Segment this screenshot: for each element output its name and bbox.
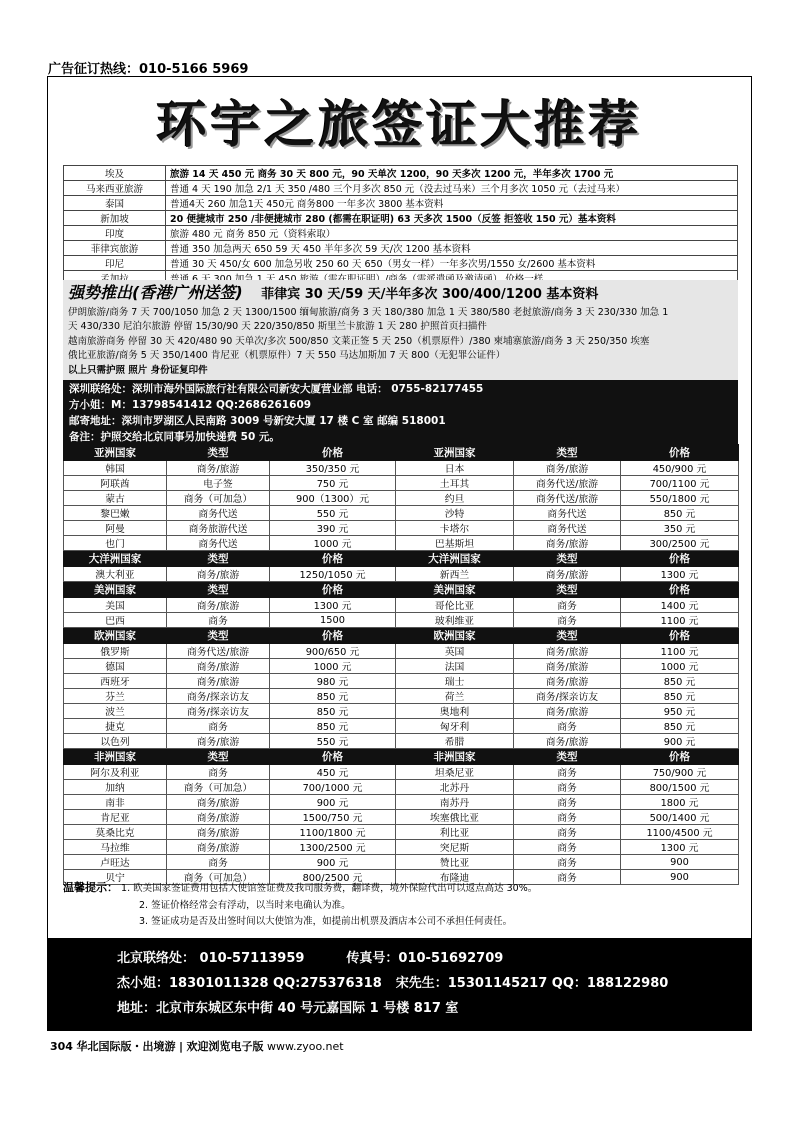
visa-info: 普通4天 260 加急1天 450元 商务800 一年多次 3800 基本资料 (166, 196, 738, 211)
country-cell: 以色列 (64, 734, 167, 749)
price-cell: 900 元 (621, 734, 739, 749)
visa-row (64, 196, 738, 211)
price-row (64, 840, 739, 855)
promo-line: 天 430/330 尼泊尔旅游 停留 15/30/90 天 220/350/850 斯里兰卡旅游 1 天 280 护照首页扫描件 (68, 321, 487, 333)
tips (63, 880, 743, 931)
type-header: 类型 (514, 582, 621, 598)
beijing-contact (47, 938, 752, 1031)
country-cell: 贝宁 (64, 870, 167, 885)
price-cell: 1100 元 (621, 644, 739, 659)
price-cell: 900/650 元 (270, 644, 396, 659)
country-cell: 南非 (64, 795, 167, 810)
price-header: 价格 (621, 628, 739, 644)
country-cell: 新西兰 (396, 567, 514, 582)
region-name: 亚洲国家 (64, 445, 167, 461)
price-cell: 1000 元 (270, 659, 396, 674)
region-header (64, 551, 739, 567)
type-cell: 商务/旅游 (167, 598, 270, 613)
type-header: 类型 (167, 749, 270, 765)
price-cell: 900（1300）元 (270, 491, 396, 506)
price-cell: 350/350 元 (270, 461, 396, 476)
type-cell: 商务/旅游 (514, 567, 621, 582)
type-header: 类型 (514, 749, 621, 765)
price-header: 价格 (621, 582, 739, 598)
region-header (64, 749, 739, 765)
price-row (64, 765, 739, 780)
type-cell: 商务 (514, 719, 621, 734)
country-cell: 蒙古 (64, 491, 167, 506)
type-cell: 商务代送 (514, 521, 621, 536)
price-row (64, 734, 739, 749)
region-name: 大洋洲国家 (64, 551, 167, 567)
price-cell: 750/900 元 (621, 765, 739, 780)
visa-info: 普通 30 天 450/女 600 加急另收 250 60 天 650（男女一样）一年多次男/1550 女/2600 基本资料 (166, 256, 738, 271)
price-cell: 800/1500 元 (621, 780, 739, 795)
ad-hotline: 广告征订热线：010-5166 5969 (48, 62, 249, 77)
price-row (64, 506, 739, 521)
country-cell: 瑞士 (396, 674, 514, 689)
country-cell: 突尼斯 (396, 840, 514, 855)
website-link[interactable]: www.zyoo.net (267, 1040, 344, 1053)
country-cell: 俄罗斯 (64, 644, 167, 659)
visa-info: 普通 4 天 190 加急 2/1 天 350 /480 三个月多次 850 元（没去过马来）三个月多次 1050 元（去过马来） (166, 181, 738, 196)
banner-text: 环宇之旅签证大推荐 (156, 96, 643, 154)
country-cell: 阿尔及利亚 (64, 765, 167, 780)
publication-name: 华北国际版・出境游 (76, 1040, 176, 1053)
price-header: 价格 (270, 551, 396, 567)
type-cell: 商务/旅游 (167, 810, 270, 825)
country-cell: 土耳其 (396, 476, 514, 491)
type-cell: 商务旅游代送 (167, 521, 270, 536)
price-cell: 1800 元 (621, 795, 739, 810)
price-cell: 1300/2500 元 (270, 840, 396, 855)
price-header: 价格 (270, 445, 396, 461)
type-cell: 商务代送/旅游 (167, 644, 270, 659)
country-cell: 埃塞俄比亚 (396, 810, 514, 825)
price-row (64, 795, 739, 810)
price-row (64, 644, 739, 659)
price-cell: 450/900 元 (621, 461, 739, 476)
country-cell: 玻利维亚 (396, 613, 514, 628)
price-row (64, 825, 739, 840)
region-name: 大洋洲国家 (396, 551, 514, 567)
country-cell: 韩国 (64, 461, 167, 476)
price-cell: 750 元 (270, 476, 396, 491)
visa-row (64, 226, 738, 241)
type-header: 类型 (167, 445, 270, 461)
price-cell: 700/1000 元 (270, 780, 396, 795)
type-cell: 商务 (514, 598, 621, 613)
type-cell: 商务/探亲访友 (514, 689, 621, 704)
country-cell: 捷克 (64, 719, 167, 734)
country-cell: 西班牙 (64, 674, 167, 689)
type-cell: 电子签 (167, 476, 270, 491)
price-row (64, 491, 739, 506)
price-cell: 1400 元 (621, 598, 739, 613)
type-cell: 商务/旅游 (514, 644, 621, 659)
type-cell: 商务 (514, 825, 621, 840)
country-cell: 沙特 (396, 506, 514, 521)
visa-country: 菲律宾旅游 (64, 241, 166, 256)
type-cell: 商务/旅游 (167, 734, 270, 749)
country-cell: 澳大利亚 (64, 567, 167, 582)
type-cell: 商务 (167, 719, 270, 734)
price-cell: 1500 (270, 613, 396, 628)
price-cell: 850 元 (270, 704, 396, 719)
visa-row (64, 241, 738, 256)
country-cell: 卡塔尔 (396, 521, 514, 536)
type-cell: 商务代送 (167, 506, 270, 521)
price-cell: 900 (621, 855, 739, 870)
visa-row (64, 181, 738, 196)
type-cell: 商务 (514, 840, 621, 855)
price-cell: 700/1100 元 (621, 476, 739, 491)
country-cell: 卢旺达 (64, 855, 167, 870)
type-cell: 商务/旅游 (514, 461, 621, 476)
price-cell: 980 元 (270, 674, 396, 689)
price-cell: 390 元 (270, 521, 396, 536)
type-cell: 商务/旅游 (514, 704, 621, 719)
price-cell: 500/1400 元 (621, 810, 739, 825)
price-row (64, 855, 739, 870)
price-header: 价格 (621, 551, 739, 567)
type-cell: 商务 (514, 870, 621, 885)
country-cell: 利比亚 (396, 825, 514, 840)
tip-item: 1. 欧美国家签证费用包括大使馆签证费及我司服务费，翻译费，境外保险代出可以返点高达 30%。 (121, 883, 538, 894)
price-row (64, 689, 739, 704)
country-cell: 芬兰 (64, 689, 167, 704)
price-cell: 1250/1050 元 (270, 567, 396, 582)
country-cell: 德国 (64, 659, 167, 674)
type-header: 类型 (167, 628, 270, 644)
page-number: 304 (50, 1040, 73, 1053)
type-cell: 商务/旅游 (167, 567, 270, 582)
price-cell: 1300 元 (621, 567, 739, 582)
country-cell: 匈牙利 (396, 719, 514, 734)
type-cell: 商务（可加急） (167, 870, 270, 885)
type-cell: 商务/旅游 (167, 840, 270, 855)
price-cell: 900 元 (270, 795, 396, 810)
price-header: 价格 (621, 445, 739, 461)
price-cell: 850 元 (621, 506, 739, 521)
country-cell: 赞比亚 (396, 855, 514, 870)
shenzhen-remark: 备注：护照交给北京同事另加快递费 50 元。 (69, 431, 280, 443)
price-cell: 1300 元 (270, 598, 396, 613)
visa-info: 旅游 480 元 商务 850 元（资料索取） (166, 226, 738, 241)
type-cell: 商务/旅游 (167, 659, 270, 674)
type-cell: 商务/旅游 (167, 461, 270, 476)
country-cell: 肯尼亚 (64, 810, 167, 825)
visa-row (64, 211, 738, 226)
type-cell: 商务/旅游 (514, 536, 621, 551)
country-cell: 北苏丹 (396, 780, 514, 795)
visa-country: 埃及 (64, 166, 166, 181)
country-cell: 巴西 (64, 613, 167, 628)
country-cell: 荷兰 (396, 689, 514, 704)
price-row (64, 598, 739, 613)
price-header: 价格 (270, 628, 396, 644)
region-name: 非洲国家 (64, 749, 167, 765)
country-cell: 英国 (396, 644, 514, 659)
type-cell: 商务 (514, 795, 621, 810)
type-cell: 商务/旅游 (167, 825, 270, 840)
price-header: 价格 (270, 749, 396, 765)
visa-country: 印度 (64, 226, 166, 241)
region-name: 美洲国家 (64, 582, 167, 598)
type-cell: 商务代送/旅游 (514, 476, 621, 491)
price-row (64, 719, 739, 734)
type-cell: 商务/旅游 (514, 734, 621, 749)
type-cell: 商务 (514, 765, 621, 780)
type-header: 类型 (514, 551, 621, 567)
country-cell: 哥伦比亚 (396, 598, 514, 613)
type-cell: 商务 (514, 780, 621, 795)
tip-item: 2. 签证价格经常会有浮动，以当时来电确认为准。 (139, 899, 351, 911)
country-cell: 美国 (64, 598, 167, 613)
type-cell: 商务代送 (167, 536, 270, 551)
price-row (64, 536, 739, 551)
type-cell: 商务 (167, 613, 270, 628)
promo-headline-text: 菲律宾 30 天/59 天/半年多次 300/400/1200 基本资料 (261, 287, 599, 302)
promo-headline (68, 282, 733, 306)
country-cell: 日本 (396, 461, 514, 476)
price-cell: 550 元 (270, 506, 396, 521)
price-cell: 900 元 (270, 855, 396, 870)
price-header: 价格 (270, 582, 396, 598)
beijing-contact-2: 宋先生：15301145217 QQ：188122980 (395, 976, 669, 991)
type-cell: 商务代送 (514, 506, 621, 521)
beijing-address: 地址：北京市东城区东中街 40 号元嘉国际 1 号楼 817 室 (117, 1001, 459, 1016)
price-row (64, 521, 739, 536)
price-cell: 1500/750 元 (270, 810, 396, 825)
type-cell: 商务代送/旅游 (514, 491, 621, 506)
page-footer (50, 1038, 344, 1054)
beijing-office: 北京联络处： 010-57113959 (117, 951, 305, 966)
type-cell: 商务（可加急） (167, 491, 270, 506)
country-cell: 巴基斯坦 (396, 536, 514, 551)
type-header: 类型 (514, 628, 621, 644)
visa-country: 印尼 (64, 256, 166, 271)
promo-note: 以上只需护照 照片 身份证复印件 (68, 364, 208, 376)
price-cell: 850 元 (621, 674, 739, 689)
price-cell: 1100/4500 元 (621, 825, 739, 840)
visa-country: 新加坡 (64, 211, 166, 226)
region-header (64, 445, 739, 461)
price-cell: 350 元 (621, 521, 739, 536)
promo-line: 越南旅游商务 停留 30 天 420/480 90 天单次/多次 500/850 文莱正签 5 天 250（机票原件）/380 柬埔寨旅游/商务 3 天 250/350 埃塞 (68, 335, 650, 347)
region-name: 欧洲国家 (396, 628, 514, 644)
type-cell: 商务/旅游 (167, 795, 270, 810)
price-row (64, 810, 739, 825)
type-header: 类型 (167, 551, 270, 567)
price-row (64, 613, 739, 628)
country-cell: 也门 (64, 536, 167, 551)
visa-list-table (63, 165, 738, 286)
country-cell: 阿曼 (64, 521, 167, 536)
promo-section (63, 280, 738, 380)
promo-line: 俄比亚旅游/商务 5 天 350/1400 肯尼亚（机票原件）7 天 550 马达加斯加 7 天 800（无犯罪公证件） (68, 350, 506, 362)
price-cell: 850 元 (621, 689, 739, 704)
price-cell: 450 元 (270, 765, 396, 780)
footer-separator: | (178, 1040, 183, 1053)
visa-info: 旅游 14 天 450 元 商务 30 天 800 元，90 天单次 1200，90 天多次 1200 元，半年多次 1700 元 (166, 166, 738, 181)
promo-line: 伊朗旅游/商务 7 天 700/1050 加急 2 天 1300/1500 缅甸旅游/商务 3 天 180/380 加急 1 天 380/580 老挝旅游/商务 3 天 230/330 加急 1 (68, 307, 669, 318)
country-cell: 黎巴嫩 (64, 506, 167, 521)
country-cell: 奥地利 (396, 704, 514, 719)
price-table (63, 444, 739, 885)
visa-row (64, 256, 738, 271)
price-cell: 850 元 (621, 719, 739, 734)
price-row (64, 704, 739, 719)
shenzhen-person: 方小姐：M：13798541412 QQ:2686261609 (69, 399, 312, 411)
visa-country: 马来西亚旅游 (64, 181, 166, 196)
region-name: 非洲国家 (396, 749, 514, 765)
type-cell: 商务/旅游 (514, 674, 621, 689)
country-cell: 加纳 (64, 780, 167, 795)
tips-label: 温馨提示： (63, 881, 118, 894)
type-header: 类型 (167, 582, 270, 598)
visa-row (64, 166, 738, 181)
price-header: 价格 (621, 749, 739, 765)
price-cell: 1100 元 (621, 613, 739, 628)
price-row (64, 659, 739, 674)
country-cell: 坦桑尼亚 (396, 765, 514, 780)
type-header: 类型 (514, 445, 621, 461)
visa-country: 泰国 (64, 196, 166, 211)
country-cell: 南苏丹 (396, 795, 514, 810)
country-cell: 阿联酋 (64, 476, 167, 491)
price-row (64, 461, 739, 476)
price-row (64, 780, 739, 795)
price-cell: 550/1800 元 (621, 491, 739, 506)
beijing-contact-1: 杰小姐：18301011328 QQ:275376318 (117, 976, 382, 991)
region-name: 欧洲国家 (64, 628, 167, 644)
country-cell: 马拉维 (64, 840, 167, 855)
type-cell: 商务/探亲访友 (167, 689, 270, 704)
region-name: 美洲国家 (396, 582, 514, 598)
country-cell: 波兰 (64, 704, 167, 719)
promo-title: 强势推出(香港广州送签) (68, 283, 243, 302)
price-cell: 800/2500 元 (270, 870, 396, 885)
price-cell: 550 元 (270, 734, 396, 749)
visa-info: 普通 350 加急两天 650 59 天 450 半年多次 59 天/次 1200 基本资料 (166, 241, 738, 256)
country-cell: 法国 (396, 659, 514, 674)
type-cell: 商务 (167, 855, 270, 870)
region-header (64, 582, 739, 598)
type-cell: 商务/旅游 (514, 659, 621, 674)
price-cell: 900 (621, 870, 739, 885)
price-row (64, 674, 739, 689)
price-cell: 950 元 (621, 704, 739, 719)
type-cell: 商务（可加急） (167, 780, 270, 795)
shenzhen-address: 邮寄地址：深圳市罗湖区人民南路 3009 号新安大厦 17 楼 C 室 邮编 518001 (69, 415, 446, 427)
price-row (64, 567, 739, 582)
price-cell: 300/2500 元 (621, 536, 739, 551)
country-cell: 布隆迪 (396, 870, 514, 885)
type-cell: 商务 (514, 613, 621, 628)
type-cell: 商务 (514, 855, 621, 870)
country-cell: 希腊 (396, 734, 514, 749)
price-cell: 1300 元 (621, 840, 739, 855)
price-row (64, 476, 739, 491)
country-cell: 约旦 (396, 491, 514, 506)
shenzhen-office: 深圳联络处：深圳市海外国际旅行社有限公司新安大厦营业部 电话： 0755-82177455 (69, 383, 484, 395)
type-cell: 商务 (167, 765, 270, 780)
price-cell: 850 元 (270, 719, 396, 734)
country-cell: 莫桑比克 (64, 825, 167, 840)
price-cell: 850 元 (270, 689, 396, 704)
type-cell: 商务 (514, 810, 621, 825)
price-cell: 1100/1800 元 (270, 825, 396, 840)
price-cell: 1000 元 (621, 659, 739, 674)
price-cell: 1000 元 (270, 536, 396, 551)
beijing-fax: 传真号：010-51692709 (346, 951, 504, 966)
type-cell: 商务/探亲访友 (167, 704, 270, 719)
ebook-text: 欢迎浏览电子版 (186, 1040, 264, 1053)
banner-title (47, 78, 752, 164)
tip-item: 3. 签证成功是否及出签时间以大使馆为准，如提前出机票及酒店本公司不承担任何责任。 (139, 916, 513, 927)
shenzhen-contact (63, 380, 738, 447)
type-cell: 商务/旅游 (167, 674, 270, 689)
region-header (64, 628, 739, 644)
region-name: 亚洲国家 (396, 445, 514, 461)
visa-info: 20 便捷城市 250 /非便捷城市 280 (都需在职证明) 63 天多次 1500（反签 拒签收 150 元）基本资料 (166, 211, 738, 226)
